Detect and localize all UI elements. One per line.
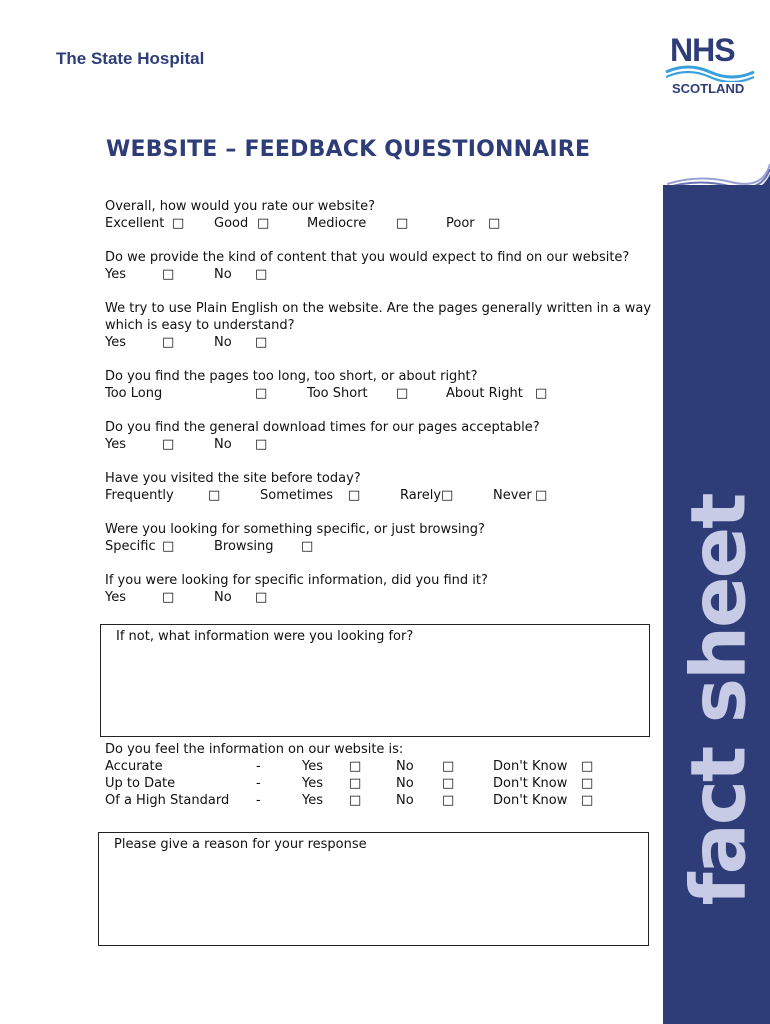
q2-option-label: Yes [105, 267, 126, 282]
q9-dash: - [256, 759, 261, 774]
q4-option-label: About Right [446, 386, 523, 401]
q9-accurate-yes-checkbox[interactable]: □ [349, 759, 362, 774]
q1-option-label: Excellent [105, 216, 165, 231]
q7-option-label: Browsing [214, 539, 274, 554]
q9-row-label: Of a High Standard [105, 793, 230, 808]
q9-choice-label: Don't Know [493, 759, 568, 774]
q5-checkbox-yes[interactable]: □ [162, 437, 175, 452]
info-sought-label: If not, what information were you looking for? [116, 629, 414, 644]
q9-uptodate-no-checkbox[interactable]: □ [442, 776, 455, 791]
q9-row-label: Accurate [105, 759, 163, 774]
q6-option-label: Sometimes [260, 488, 334, 503]
q9-choice-label: Yes [302, 793, 323, 808]
q8-checkbox-yes[interactable]: □ [162, 590, 175, 605]
q3-checkbox-no[interactable]: □ [255, 335, 268, 350]
q7-checkbox-specific[interactable]: □ [162, 539, 175, 554]
q7-text: Were you looking for something specific, or just browsing? [105, 522, 485, 537]
q6-checkbox-rarely[interactable]: □ [441, 488, 454, 503]
q9-choice-label: Don't Know [493, 793, 568, 808]
q1-text: Overall, how would you rate our website? [105, 199, 375, 214]
q4-checkbox-too-short[interactable]: □ [396, 386, 409, 401]
q7-checkbox-browsing[interactable]: □ [301, 539, 314, 554]
q9-choice-label: No [396, 759, 414, 774]
q5-option-label: No [214, 437, 232, 452]
page-title: WEBSITE – FEEDBACK QUESTIONNAIRE [106, 137, 591, 162]
q9-dash: - [256, 776, 261, 791]
q9-uptodate-dontknow-checkbox[interactable]: □ [581, 776, 594, 791]
q6-option-label: Frequently [105, 488, 174, 503]
nhs-scotland-logo [664, 30, 754, 100]
q8-option-label: No [214, 590, 232, 605]
q9-choice-label: No [396, 793, 414, 808]
q9-text: Do you feel the information on our website is: [105, 742, 404, 757]
q2-option-label: No [214, 267, 232, 282]
q6-checkbox-never[interactable]: □ [535, 488, 548, 503]
logo-wave-icon [664, 64, 756, 82]
q2-text: Do we provide the kind of content that you would expect to find on our website? [105, 250, 630, 265]
q8-checkbox-no[interactable]: □ [255, 590, 268, 605]
q9-standard-yes-checkbox[interactable]: □ [349, 793, 362, 808]
q9-accurate-no-checkbox[interactable]: □ [442, 759, 455, 774]
q9-standard-no-checkbox[interactable]: □ [442, 793, 455, 808]
reason-textarea[interactable] [98, 832, 649, 946]
q1-checkbox-excellent[interactable]: □ [172, 216, 185, 231]
q9-uptodate-yes-checkbox[interactable]: □ [349, 776, 362, 791]
logo-nhs-text: NHS [670, 32, 735, 68]
fact-sheet-text: fact sheet [673, 494, 763, 906]
q5-checkbox-no[interactable]: □ [255, 437, 268, 452]
q4-option-label: Too Long [105, 386, 163, 401]
reason-label: Please give a reason for your response [114, 837, 367, 852]
q1-option-label: Poor [446, 216, 475, 231]
q6-text: Have you visited the site before today? [105, 471, 361, 486]
q4-text: Do you find the pages too long, too short, or about right? [105, 369, 478, 384]
info-sought-textarea[interactable] [100, 624, 650, 737]
q3-checkbox-yes[interactable]: □ [162, 335, 175, 350]
q8-option-label: Yes [105, 590, 126, 605]
q8-text: If you were looking for specific information, did you find it? [105, 573, 488, 588]
q9-choice-label: Yes [302, 759, 323, 774]
organisation-name: The State Hospital [56, 49, 205, 68]
q5-text: Do you find the general download times for our pages acceptable? [105, 420, 540, 435]
q5-option-label: Yes [105, 437, 126, 452]
q4-checkbox-too-long[interactable]: □ [255, 386, 268, 401]
q7-option-label: Specific [105, 539, 156, 554]
q1-checkbox-good[interactable]: □ [257, 216, 270, 231]
q9-accurate-dontknow-checkbox[interactable]: □ [581, 759, 594, 774]
q2-checkbox-yes[interactable]: □ [162, 267, 175, 282]
q6-option-label: Rarely [400, 488, 442, 503]
q3-option-label: Yes [105, 335, 126, 350]
q1-option-label: Mediocre [307, 216, 367, 231]
q2-checkbox-no[interactable]: □ [255, 267, 268, 282]
q1-option-label: Good [214, 216, 249, 231]
q9-dash: - [256, 793, 261, 808]
q9-row-label: Up to Date [105, 776, 176, 791]
q3-option-label: No [214, 335, 232, 350]
q6-checkbox-sometimes[interactable]: □ [348, 488, 361, 503]
q1-checkbox-mediocre[interactable]: □ [396, 216, 409, 231]
q9-choice-label: Don't Know [493, 776, 568, 791]
q9-choice-label: Yes [302, 776, 323, 791]
q4-option-label: Too Short [307, 386, 368, 401]
q6-checkbox-frequently[interactable]: □ [208, 488, 221, 503]
q4-checkbox-about-right[interactable]: □ [535, 386, 548, 401]
q9-standard-dontknow-checkbox[interactable]: □ [581, 793, 594, 808]
q3-text-line1: We try to use Plain English on the website. Are the pages generally written in a way [105, 301, 652, 316]
q9-choice-label: No [396, 776, 414, 791]
q3-text-line2: which is easy to understand? [105, 318, 295, 333]
q1-checkbox-poor[interactable]: □ [488, 216, 501, 231]
logo-scotland-text: SCOTLAND [672, 81, 745, 96]
q6-option-label: Never [493, 488, 532, 503]
